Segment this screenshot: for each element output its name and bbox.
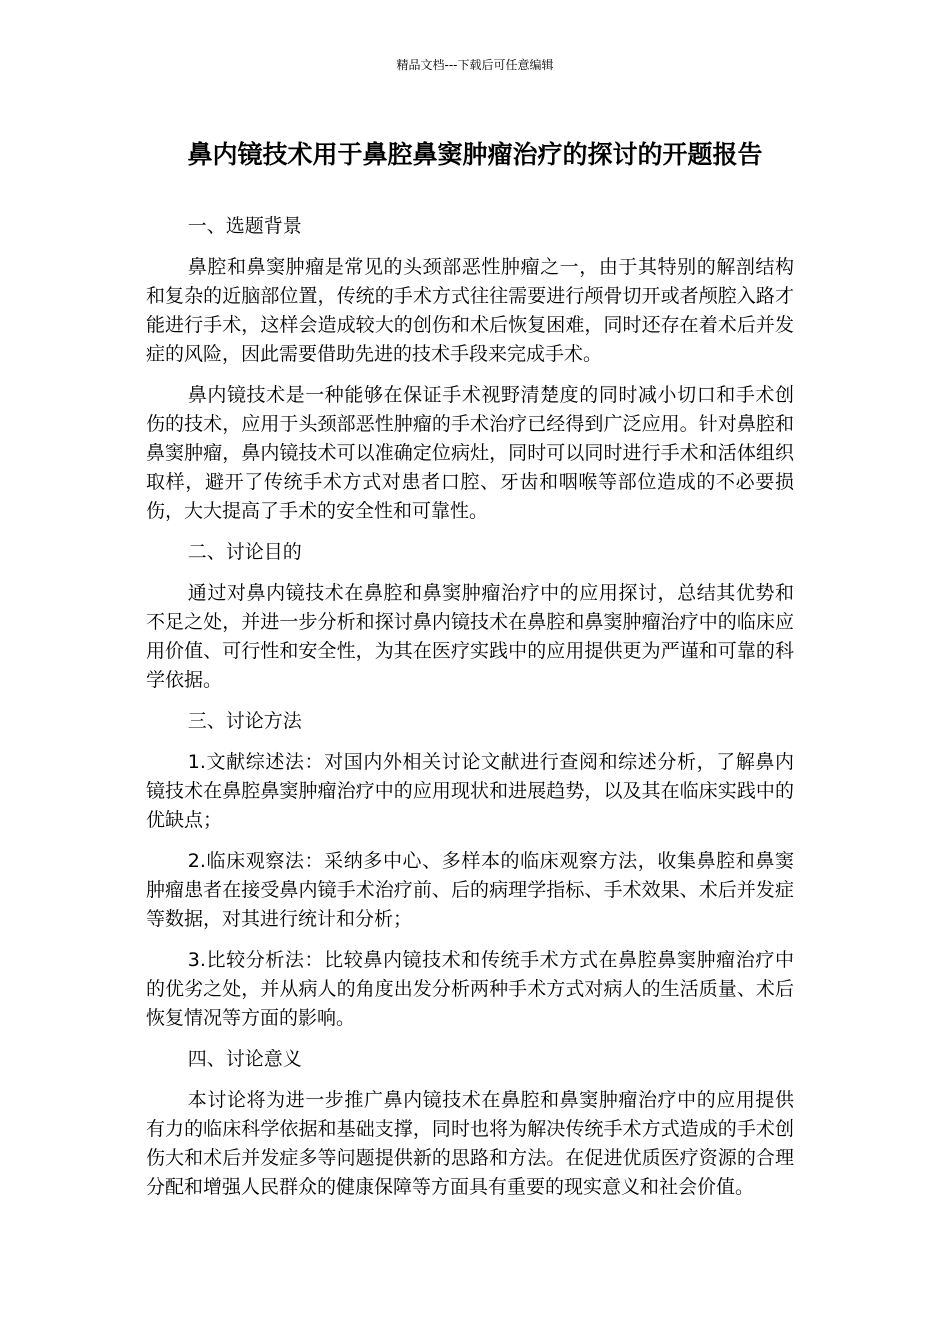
method-item-clinical: 2.临床观察法：采纳多中心、多样本的临床观察方法，收集鼻腔和鼻窦肿瘤患者在接受鼻内镜手术治疗前、后的病理学指标、手术效果、术后并发症等数据，对其进行统计和分析； bbox=[146, 850, 794, 930]
significance-paragraph: 本讨论将为进一步推广鼻内镜技术在鼻腔和鼻窦肿瘤治疗中的应用提供有力的临床科学依据和基础支撑，同时也将为解决传统手术方式造成的手术创伤大和术后并发症多等问题提供新的思路和方法。在促进优质医疗资源的合理分配和增强人民群众的健康保障等方面具有重要的现实意义和社会价值。 bbox=[146, 1089, 794, 1198]
document-title: 鼻内镜技术用于鼻腔鼻窦肿瘤治疗的探讨的开题报告 bbox=[187, 140, 763, 169]
section-heading-method: 三、讨论方法 bbox=[187, 710, 302, 732]
purpose-paragraph: 通过对鼻内镜技术在鼻腔和鼻窦肿瘤治疗中的应用探讨，总结其优势和不足之处，并进一步分析和探讨鼻内镜技术在鼻腔和鼻窦肿瘤治疗中的临床应用价值、可行性和安全性，为其在医疗实践中的应用提供更为严谨和可靠的科学依据。 bbox=[146, 582, 794, 691]
method-item-literature: 1.文献综述法：对国内外相关讨论文献进行查阅和综述分析，了解鼻内镜技术在鼻腔鼻窦肿瘤治疗中的应用现状和进展趋势，以及其在临床实践中的优缺点； bbox=[146, 751, 794, 831]
section-heading-background: 一、选题背景 bbox=[187, 215, 302, 237]
background-paragraph-1: 鼻腔和鼻窦肿瘤是常见的头颈部恶性肿瘤之一，由于其特别的解剖结构和复杂的近脑部位置，传统的手术方式往往需要进行颅骨切开或者颅腔入路才能进行手术，这样会造成较大的创伤和术后恢复困难，同时还存在着术后并发症的风险，因此需要借助先进的技术手段来完成手术。 bbox=[146, 256, 794, 365]
header-note: 精品文档---下载后可任意编辑 bbox=[396, 58, 554, 72]
section-heading-purpose: 二、讨论目的 bbox=[187, 541, 302, 563]
background-paragraph-2: 鼻内镜技术是一种能够在保证手术视野清楚度的同时减小切口和手术创伤的技术，应用于头颈部恶性肿瘤的手术治疗已经得到广泛应用。针对鼻腔和鼻窦肿瘤，鼻内镜技术可以准确定位病灶，同时可以同时进行手术和活体组织取样，避开了传统手术方式对患者口腔、牙齿和咽喉等部位造成的不必要损伤，大大提高了手术的安全性和可靠性。 bbox=[146, 384, 794, 522]
method-item-comparison: 3.比较分析法：比较鼻内镜技术和传统手术方式在鼻腔鼻窦肿瘤治疗中的优劣之处，并从病人的角度出发分析两种手术方式对病人的生活质量、术后恢复情况等方面的影响。 bbox=[146, 949, 794, 1029]
section-heading-significance: 四、讨论意义 bbox=[187, 1048, 302, 1070]
document-body bbox=[146, 212, 794, 1214]
